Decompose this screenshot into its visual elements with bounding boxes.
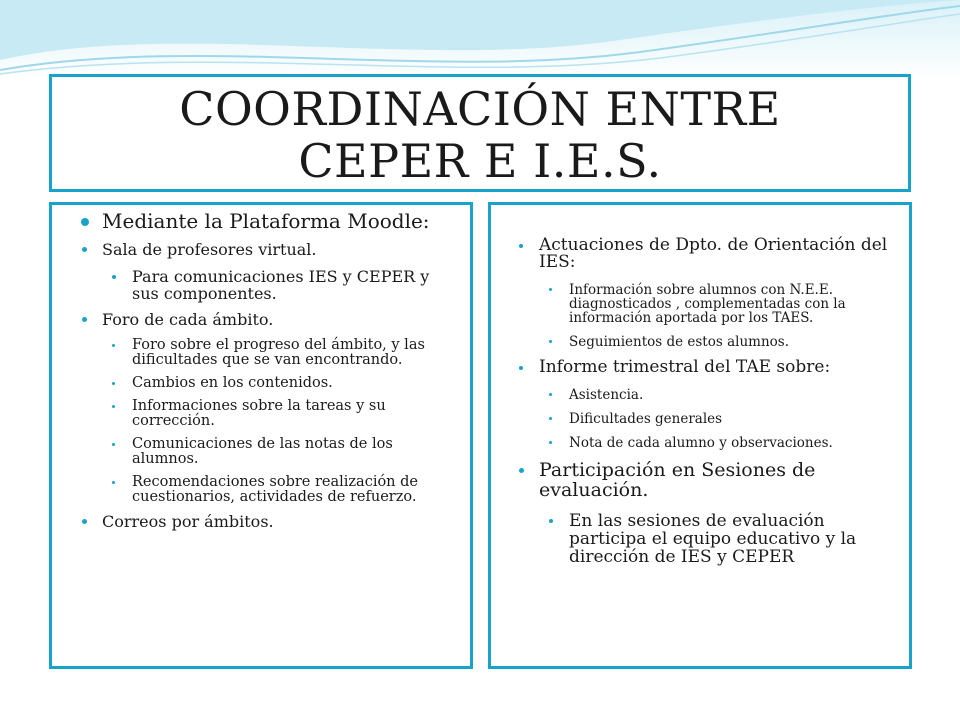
title-line-2: CEPER E I.E.S.	[298, 134, 662, 188]
list-item: Mediante la Plataforma Moodle:	[74, 211, 456, 231]
right-panel	[488, 202, 912, 669]
list-item: Recomendaciones sobre realización de cuestionarios, actividades de refuerzo.	[74, 475, 456, 505]
list-item: Asistencia.	[511, 388, 899, 402]
title-line-1: COORDINACIÓN ENTRE	[179, 82, 781, 136]
list-item: Sala de profesores virtual.	[74, 241, 456, 258]
list-item: Participación en Sesiones de evaluación.	[511, 460, 899, 500]
list-item: Informe trimestral del TAE sobre:	[511, 359, 899, 376]
title-box	[49, 74, 911, 192]
list-item: Foro sobre el progreso del ámbito, y las dificultades que se van encontrando.	[74, 338, 456, 368]
slide-title	[52, 77, 908, 187]
list-item: Nota de cada alumno y observaciones.	[511, 436, 899, 450]
list-item: Cambios en los contenidos.	[74, 376, 456, 391]
list-item: En las sesiones de evaluación participa el equipo educativo y la dirección de IES y CEPER	[511, 512, 899, 566]
list-item: Correos por ámbitos.	[74, 513, 456, 530]
left-panel	[49, 202, 473, 669]
list-item: Foro de cada ámbito.	[74, 311, 456, 328]
list-item: Dificultades generales	[511, 412, 899, 426]
left-bullet-list	[52, 205, 470, 530]
header-wave-decoration	[0, 0, 960, 80]
list-item: Informaciones sobre la tareas y su corrección.	[74, 399, 456, 429]
list-item: Información sobre alumnos con N.E.E. diagnosticados , complementadas con la información aportada por los TAES.	[511, 283, 899, 325]
list-item: Para comunicaciones IES y CEPER y sus componentes.	[74, 268, 456, 302]
list-item: Comunicaciones de las notas de los alumnos.	[74, 437, 456, 467]
right-bullet-list	[491, 205, 909, 566]
list-item: Seguimientos de estos alumnos.	[511, 335, 899, 349]
list-item: Actuaciones de Dpto. de Orientación del IES:	[511, 237, 899, 271]
